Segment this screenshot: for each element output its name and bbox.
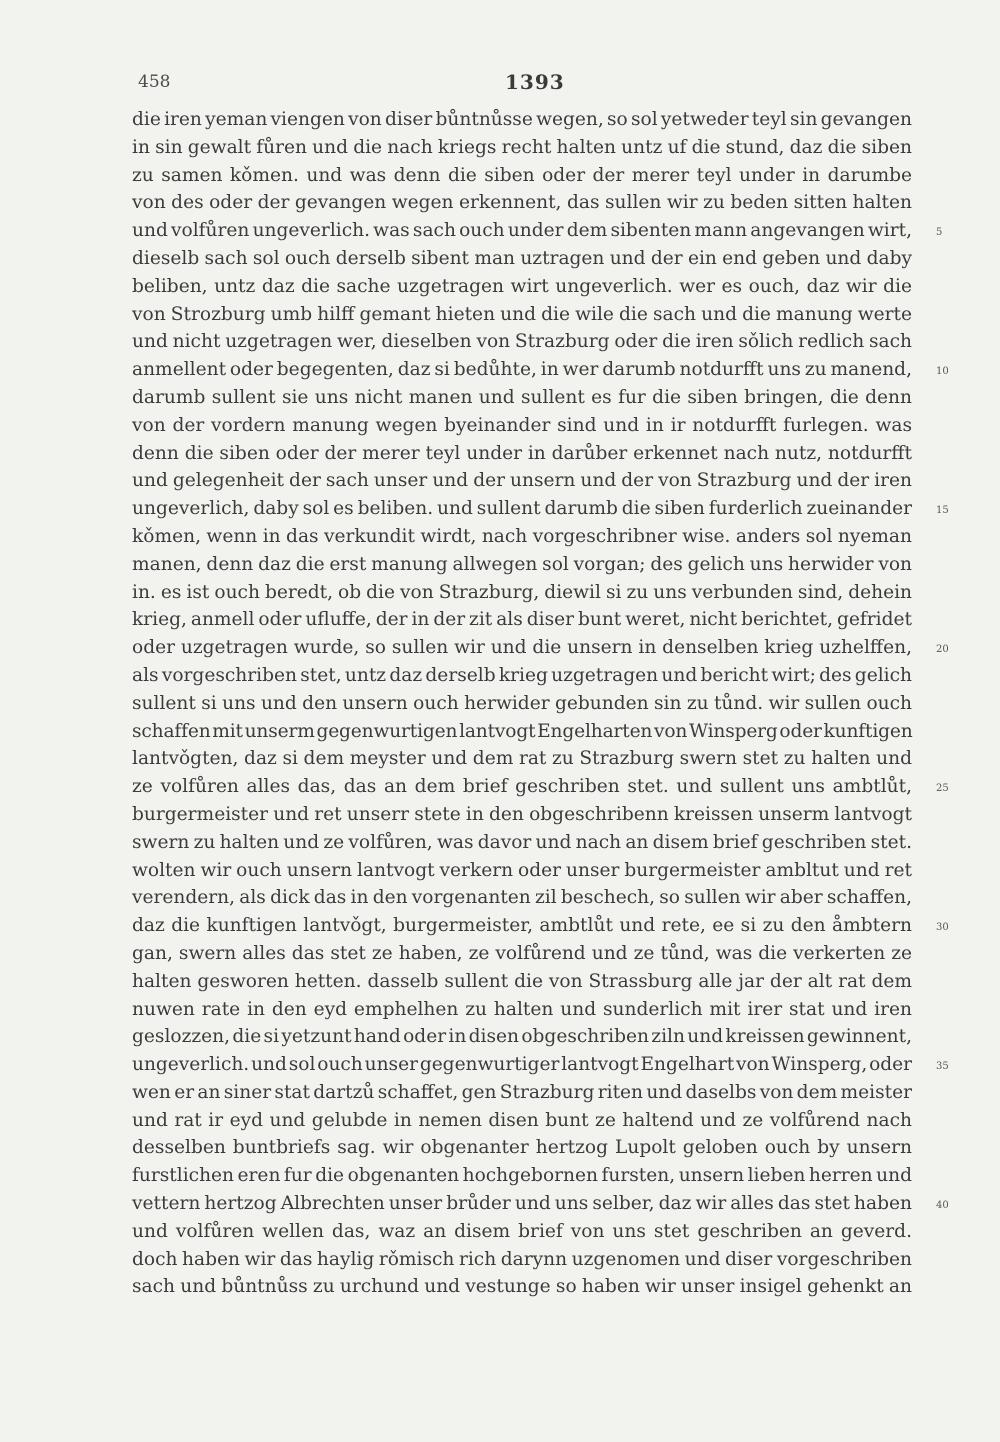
text-line <box>132 523 932 551</box>
line-text: denn die siben oder der merer teyl under in darůber erkennet nach nutz, notdurfft <box>132 442 912 464</box>
text-line <box>132 1107 932 1135</box>
line-text: als vorgeschriben stet, untz daz derselb krieg uzgetragen und bericht wirt; des gelich <box>132 664 912 686</box>
text-line <box>132 162 932 190</box>
text-line <box>132 495 949 523</box>
text-line <box>132 301 932 329</box>
line-number: 15 <box>936 505 949 517</box>
text-line <box>132 801 932 829</box>
line-number: 25 <box>936 783 949 795</box>
document-body <box>132 106 949 1301</box>
line-text: gan, swern alles das stet ze haben, ze volfůrend und ze tůnd, was die verkerten ze <box>132 942 912 964</box>
line-text: und rat ir eyd und gelubde in nemen disen bunt ze haltend und ze volfůrend nach <box>132 1109 912 1131</box>
line-text: halten gesworen hetten. dasselb sullent die von Strassburg alle jar der alt rat dem <box>132 970 912 992</box>
text-line <box>132 996 932 1024</box>
text-line <box>132 857 932 885</box>
line-text: desselben buntbriefs sag. wir obgenanter hertzog Lupolt geloben ouch by unsern <box>132 1137 912 1159</box>
text-line <box>132 884 932 912</box>
line-text: geslozzen, die si yetzunt hand oder in disen obgeschriben ziln und kreissen gewinnent, <box>132 1026 912 1048</box>
line-text: beliben, untz daz die sache uzgetragen wirt ungeverlich. wer es ouch, daz wir die <box>132 275 912 297</box>
line-text: und gelegenheit der sach unser und der unsern und der von Strazburg und der iren <box>132 470 912 492</box>
text-line <box>132 940 932 968</box>
line-text: wen er an siner stat dartzů schaffet, gen Strazburg riten und daselbs von dem meister <box>132 1081 912 1103</box>
text-line <box>132 968 932 996</box>
text-line <box>132 579 932 607</box>
line-text: lantvǒgten, daz si dem meyster und dem rat zu Strazburg swern stet zu halten und <box>132 748 912 770</box>
line-text: krieg, anmell oder ufluffe, der in der zit als diser bunt weret, nicht berichtet, gefridet <box>132 609 912 631</box>
line-text: oder uzgetragen wurde, so sullen wir und die unsern in denselben krieg uzhelffen, <box>132 637 912 659</box>
text-line <box>132 467 932 495</box>
line-text: burgermeister und ret unserr stete in den obgeschribenn kreissen unserm lantvogt <box>132 803 912 825</box>
text-line <box>132 718 932 746</box>
line-text: verendern, als dick das in den vorgenanten zil beschech, so sullen wir aber schaffen, <box>132 887 912 909</box>
line-text: von des oder der gevangen wegen erkennent, das sullen wir zu beden sitten halten <box>132 192 912 214</box>
text-line <box>132 829 932 857</box>
text-line <box>132 1134 932 1162</box>
text-line <box>132 551 932 579</box>
text-line <box>132 273 932 301</box>
line-number: 5 <box>936 227 943 239</box>
page-number: 458 <box>138 72 171 92</box>
line-text: sullent si uns und den unsern ouch herwider gebunden sin zu tůnd. wir sullen ouch <box>132 692 912 714</box>
line-text: wolten wir ouch unsern lantvogt verkern oder unser burgermeister ambltut und ret <box>132 859 912 881</box>
page-header <box>0 68 1000 98</box>
document-number: 1393 <box>505 70 565 94</box>
line-text: und nicht uzgetragen wer, dieselben von Strazburg oder die iren sǒlich redlich sach <box>132 331 912 353</box>
line-text: von Strozburg umb hilff gemant hieten und die wile die sach und die manung werte <box>132 303 912 325</box>
text-line <box>132 1273 932 1301</box>
text-line <box>132 106 932 134</box>
line-number: 35 <box>936 1061 949 1073</box>
text-line <box>132 1246 932 1274</box>
line-text: die iren yeman viengen von diser bůntnůsse wegen, so sol yetweder teyl sin gevangen <box>132 109 912 130</box>
text-line <box>132 1218 932 1246</box>
line-text: und volfůren wellen das, waz an disem brief von uns stet geschriben an geverd. <box>132 1220 912 1242</box>
line-text: manen, denn daz die erst manung allwegen sol vorgan; des gelich uns herwider von <box>132 553 912 575</box>
line-text: kǒmen, wenn in das verkundit wirdt, nach vorgeschribner wise. anders sol nyeman <box>132 525 912 547</box>
line-number: 20 <box>936 644 949 656</box>
text-line <box>132 245 932 273</box>
text-line <box>132 634 949 662</box>
text-line <box>132 328 932 356</box>
line-text: furstlichen eren fur die obgenanten hochgebornen fursten, unsern lieben herren und <box>132 1165 912 1187</box>
line-text: ungeverlich, daby sol es beliben. und sullent darumb die siben furderlich zueinander <box>132 498 912 520</box>
line-text: nuwen rate in den eyd emphelhen zu halten und sunderlich mit irer stat und iren <box>132 998 912 1020</box>
text-line <box>132 412 932 440</box>
text-line <box>132 189 932 217</box>
text-line <box>132 1079 932 1107</box>
text-line <box>132 912 949 940</box>
line-text: dieselb sach sol ouch derselb sibent man uztragen und der ein end geben und daby <box>132 247 912 269</box>
line-text: ze volfůren alles das, das an dem brief geschriben stet. und sullent uns ambtlůt, <box>132 776 912 798</box>
text-line <box>132 134 932 162</box>
line-text: darumb sullent sie uns nicht manen und sullent es fur die siben bringen, die denn <box>132 386 912 408</box>
line-number: 40 <box>936 1200 949 1212</box>
text-line <box>132 773 949 801</box>
line-text: ungeverlich. und sol ouch unser gegenwurtiger lantvogt Engelhart von Winsperg, oder <box>132 1054 912 1076</box>
text-line <box>132 606 932 634</box>
text-line <box>132 690 932 718</box>
line-text: und volfůren ungeverlich. was sach ouch under dem sibenten mann angevangen wirt, <box>132 220 912 242</box>
line-text: schaffen mit unserm gegenwurtigen lantvogt Engelharten von Winsperg oder kunftigen <box>132 720 913 742</box>
line-number: 10 <box>936 366 949 378</box>
line-text: vettern hertzog Albrechten unser brůder und uns selber, daz wir alles das stet haben <box>132 1193 912 1215</box>
line-text: anmellent oder begegenten, daz si bedůhte, in wer darumb notdurfft uns zu manend, <box>132 359 912 381</box>
text-line <box>132 356 949 384</box>
line-number: 30 <box>936 922 949 934</box>
text-line <box>132 1023 932 1051</box>
line-text: swern zu halten und ze volfůren, was davor und nach an disem brief geschriben stet. <box>132 831 912 853</box>
line-text: von der vordern manung wegen byeinander sind und in ir notdurfft furlegen. was <box>132 414 912 436</box>
text-line <box>132 1162 932 1190</box>
text-line <box>132 1051 949 1079</box>
text-line <box>132 662 932 690</box>
text-line <box>132 217 943 245</box>
line-text: zu samen kǒmen. und was denn die siben oder der merer teyl under in darumbe <box>132 164 912 186</box>
line-text: in sin gewalt fůren und die nach kriegs recht halten untz uf die stund, daz die siben <box>132 136 912 158</box>
text-line <box>132 1190 949 1218</box>
text-line <box>132 440 932 468</box>
line-text: in. es ist ouch beredt, ob die von Strazburg, diewil si zu uns verbunden sind, dehein <box>132 581 912 603</box>
text-line <box>132 384 932 412</box>
text-line <box>132 745 932 773</box>
line-text: doch haben wir das haylig rǒmisch rich darynn uzgenomen und diser vorgeschriben <box>132 1248 912 1270</box>
line-text: daz die kunftigen lantvǒgt, burgermeister, ambtlůt und rete, ee si zu den åmbtern <box>132 915 912 937</box>
line-text: sach und bůntnůss zu urchund und vestunge so haben wir unser insigel gehenkt an <box>132 1276 912 1298</box>
